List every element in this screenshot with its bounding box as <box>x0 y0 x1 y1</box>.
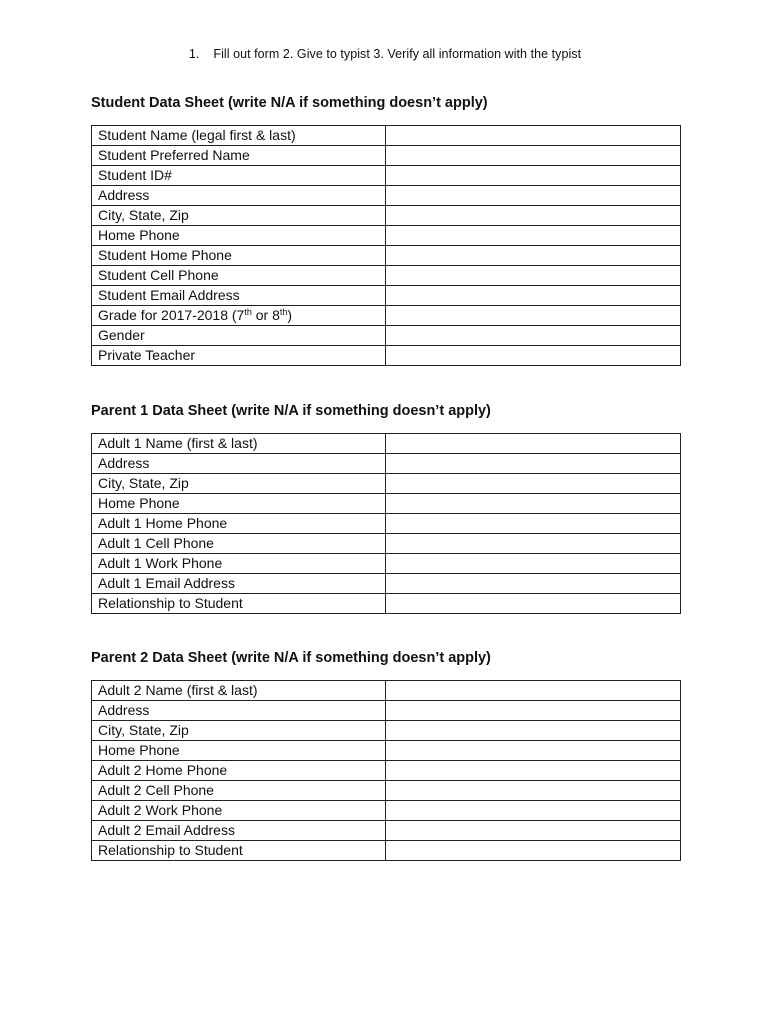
field-label-private-teacher: Private Teacher <box>92 346 386 366</box>
field-value-adult2-work-phone[interactable] <box>386 801 681 821</box>
field-label-adult1-work-phone: Adult 1 Work Phone <box>92 554 386 574</box>
table-row <box>92 166 681 186</box>
parent1-section-title: Parent 1 Data Sheet (write N/A if something doesn’t apply) <box>91 403 491 419</box>
field-label-student-preferred-name: Student Preferred Name <box>92 146 386 166</box>
table-row <box>92 741 681 761</box>
table-row <box>92 761 681 781</box>
table-row <box>92 186 681 206</box>
table-row <box>92 266 681 286</box>
table-row <box>92 226 681 246</box>
grade-superscript: th <box>244 307 252 317</box>
instructions-line <box>0 47 770 61</box>
table-row <box>92 434 681 454</box>
field-label-adult2-home-phone: Adult 2 Home Phone <box>92 761 386 781</box>
field-value-adult1-relationship[interactable] <box>386 594 681 614</box>
parent1-data-table <box>91 433 681 614</box>
table-row <box>92 514 681 534</box>
field-value-adult1-email[interactable] <box>386 574 681 594</box>
student-data-table <box>91 125 681 366</box>
field-value-adult1-city-state-zip[interactable] <box>386 474 681 494</box>
field-label-adult1-address: Address <box>92 454 386 474</box>
field-label-adult1-cell-phone: Adult 1 Cell Phone <box>92 534 386 554</box>
field-label-gender: Gender <box>92 326 386 346</box>
field-label-adult1-city-state-zip: City, State, Zip <box>92 474 386 494</box>
instructions-text: Fill out form 2. Give to typist 3. Verify all information with the typist <box>213 47 582 61</box>
field-value-adult1-name[interactable] <box>386 434 681 454</box>
field-label-adult1-relationship: Relationship to Student <box>92 594 386 614</box>
field-value-grade[interactable] <box>386 306 681 326</box>
instructions-number: 1. <box>188 47 200 61</box>
field-label-grade <box>92 306 386 326</box>
field-value-adult1-work-phone[interactable] <box>386 554 681 574</box>
field-value-student-name[interactable] <box>386 126 681 146</box>
field-label-student-home-phone: Student Home Phone <box>92 246 386 266</box>
field-label-student-cell-phone: Student Cell Phone <box>92 266 386 286</box>
field-value-student-email[interactable] <box>386 286 681 306</box>
field-value-adult2-email[interactable] <box>386 821 681 841</box>
field-label-student-email: Student Email Address <box>92 286 386 306</box>
field-value-student-preferred-name[interactable] <box>386 146 681 166</box>
table-row <box>92 681 681 701</box>
field-label-adult2-city-state-zip: City, State, Zip <box>92 721 386 741</box>
table-row <box>92 781 681 801</box>
field-label-adult1-email: Adult 1 Email Address <box>92 574 386 594</box>
grade-label-part: or 8 <box>251 307 280 323</box>
table-row <box>92 594 681 614</box>
table-row <box>92 286 681 306</box>
field-value-adult2-city-state-zip[interactable] <box>386 721 681 741</box>
field-value-student-home-phone[interactable] <box>386 246 681 266</box>
table-row <box>92 574 681 594</box>
field-value-city-state-zip[interactable] <box>386 206 681 226</box>
field-label-adult1-name: Adult 1 Name (first & last) <box>92 434 386 454</box>
field-label-adult2-household-phone: Home Phone <box>92 741 386 761</box>
table-row <box>92 821 681 841</box>
table-row <box>92 494 681 514</box>
field-value-private-teacher[interactable] <box>386 346 681 366</box>
table-row <box>92 146 681 166</box>
field-label-adult2-work-phone: Adult 2 Work Phone <box>92 801 386 821</box>
field-label-student-id: Student ID# <box>92 166 386 186</box>
table-row <box>92 554 681 574</box>
table-row <box>92 721 681 741</box>
grade-label-part: ) <box>287 307 293 323</box>
field-value-student-id[interactable] <box>386 166 681 186</box>
field-value-home-phone[interactable] <box>386 226 681 246</box>
field-value-gender[interactable] <box>386 326 681 346</box>
field-value-address[interactable] <box>386 186 681 206</box>
grade-superscript: th <box>279 307 288 317</box>
table-row <box>92 326 681 346</box>
field-value-adult1-cell-phone[interactable] <box>386 534 681 554</box>
parent2-data-table <box>91 680 681 861</box>
field-label-adult2-cell-phone: Adult 2 Cell Phone <box>92 781 386 801</box>
table-row <box>92 346 681 366</box>
student-section-title: Student Data Sheet (write N/A if something doesn’t apply) <box>91 95 488 111</box>
field-value-student-cell-phone[interactable] <box>386 266 681 286</box>
table-row <box>92 246 681 266</box>
field-label-adult2-email: Adult 2 Email Address <box>92 821 386 841</box>
table-row <box>92 474 681 494</box>
table-row <box>92 126 681 146</box>
field-value-adult2-address[interactable] <box>386 701 681 721</box>
field-value-adult2-home-phone[interactable] <box>386 761 681 781</box>
table-row <box>92 306 681 326</box>
field-label-city-state-zip: City, State, Zip <box>92 206 386 226</box>
field-label-adult2-name: Adult 2 Name (first & last) <box>92 681 386 701</box>
field-value-adult1-household-phone[interactable] <box>386 494 681 514</box>
table-row <box>92 841 681 861</box>
field-value-adult2-relationship[interactable] <box>386 841 681 861</box>
field-value-adult1-address[interactable] <box>386 454 681 474</box>
field-value-adult2-cell-phone[interactable] <box>386 781 681 801</box>
field-label-adult2-relationship: Relationship to Student <box>92 841 386 861</box>
field-label-adult1-home-phone: Adult 1 Home Phone <box>92 514 386 534</box>
field-value-adult2-household-phone[interactable] <box>386 741 681 761</box>
field-label-student-name: Student Name (legal first & last) <box>92 126 386 146</box>
table-row <box>92 701 681 721</box>
table-row <box>92 534 681 554</box>
field-label-adult2-address: Address <box>92 701 386 721</box>
field-label-address: Address <box>92 186 386 206</box>
parent2-section-title: Parent 2 Data Sheet (write N/A if something doesn’t apply) <box>91 650 491 666</box>
table-row <box>92 454 681 474</box>
field-label-adult1-household-phone: Home Phone <box>92 494 386 514</box>
field-label-home-phone: Home Phone <box>92 226 386 246</box>
table-row <box>92 801 681 821</box>
table-row <box>92 206 681 226</box>
field-value-adult1-home-phone[interactable] <box>386 514 681 534</box>
grade-label-part: Grade for 2017-2018 (7 <box>98 307 245 323</box>
field-value-adult2-name[interactable] <box>386 681 681 701</box>
